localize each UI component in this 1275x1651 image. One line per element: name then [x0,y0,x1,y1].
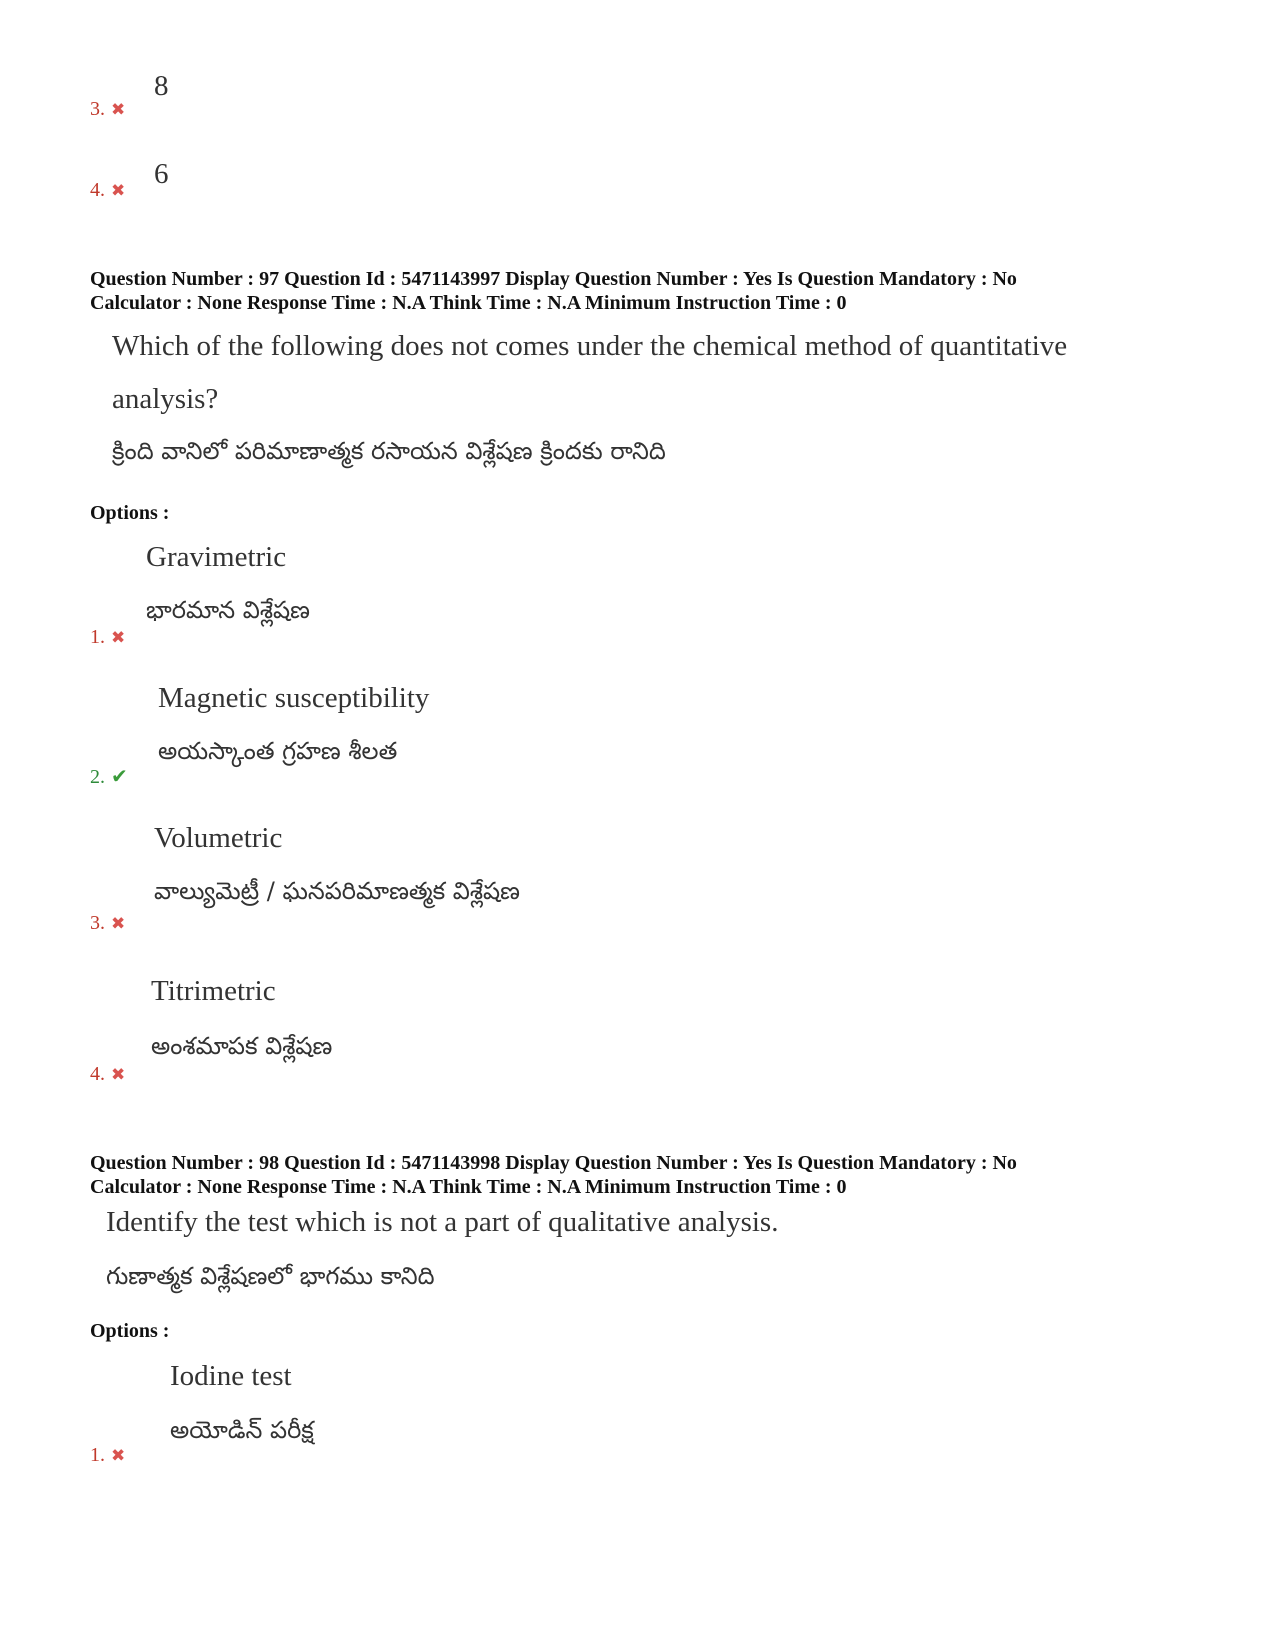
question-text-te: గుణాత్మక విశ్లేషణలో భాగము కానిది [106,1262,435,1290]
option-1-text-en: Iodine test [170,1360,292,1392]
option-2-text-te: అయస్కాంత గ్రహణ శీలత [158,737,398,765]
question-meta-line-1: Question Number : 98 Question Id : 5471143998 Display Question Number : Yes Is Question Mandatory : No [90,1152,1017,1174]
cross-icon: ✖ [111,628,126,647]
option-1-text-en: Gravimetric [146,541,287,573]
cross-icon: ✖ [111,100,126,119]
question-text-en: Identify the test which is not a part of qualitative analysis. [106,1206,779,1238]
options-label: Options : [90,502,170,524]
option-number-label: 4. [90,1063,105,1085]
option-number-label: 1. [90,1444,105,1466]
option-4-number [90,179,125,202]
question-meta-line-2: Calculator : None Response Time : N.A Think Time : N.A Minimum Instruction Time : 0 [90,1176,847,1198]
question-meta-line-2: Calculator : None Response Time : N.A Think Time : N.A Minimum Instruction Time : 0 [90,292,847,314]
option-4-text: 6 [154,158,169,190]
option-2-number [90,764,128,789]
option-4-text-te: అంశమాపక విశ్లేషణ [151,1032,333,1060]
options-label: Options : [90,1320,170,1342]
option-3-number [90,912,125,935]
option-3-text-en: Volumetric [154,822,283,854]
option-4-number [90,1063,125,1086]
option-1-text-te: భారమాన విశ్లేషణ [146,596,310,624]
question-meta [90,267,1017,315]
option-3-number [90,98,125,121]
option-4-text-en: Titrimetric [151,975,276,1007]
check-icon: ✔ [111,766,128,788]
option-number-label: 4. [90,179,105,201]
cross-icon: ✖ [111,914,126,933]
question-meta-line-1: Question Number : 97 Question Id : 5471143997 Display Question Number : Yes Is Question Mandatory : No [90,268,1017,290]
option-3-text: 8 [154,70,169,102]
option-2-text-en: Magnetic susceptibility [158,682,430,714]
option-number-label: 1. [90,626,105,648]
option-number-label: 2. [90,766,105,788]
option-1-number [90,626,125,649]
option-number-label: 3. [90,912,105,934]
cross-icon: ✖ [111,1065,126,1084]
question-meta [90,1151,1017,1199]
option-1-text-te: అయోడిన్ పరీక్ష [170,1416,314,1444]
question-text-en-1: Which of the following does not comes under the chemical method of quantitative [112,330,1068,362]
option-number-label: 3. [90,98,105,120]
question-text-en-2: analysis? [112,383,219,415]
cross-icon: ✖ [111,181,126,200]
option-1-number [90,1444,125,1467]
cross-icon: ✖ [111,1446,126,1465]
question-text-te: క్రింది వానిలో పరిమాణాత్మక రసాయన విశ్లేషణ క్రిందకు రానిది [112,437,666,465]
option-3-text-te: వాల్యుమెట్రీ / ఘనపరిమాణత్మక విశ్లేషణ [154,877,520,905]
